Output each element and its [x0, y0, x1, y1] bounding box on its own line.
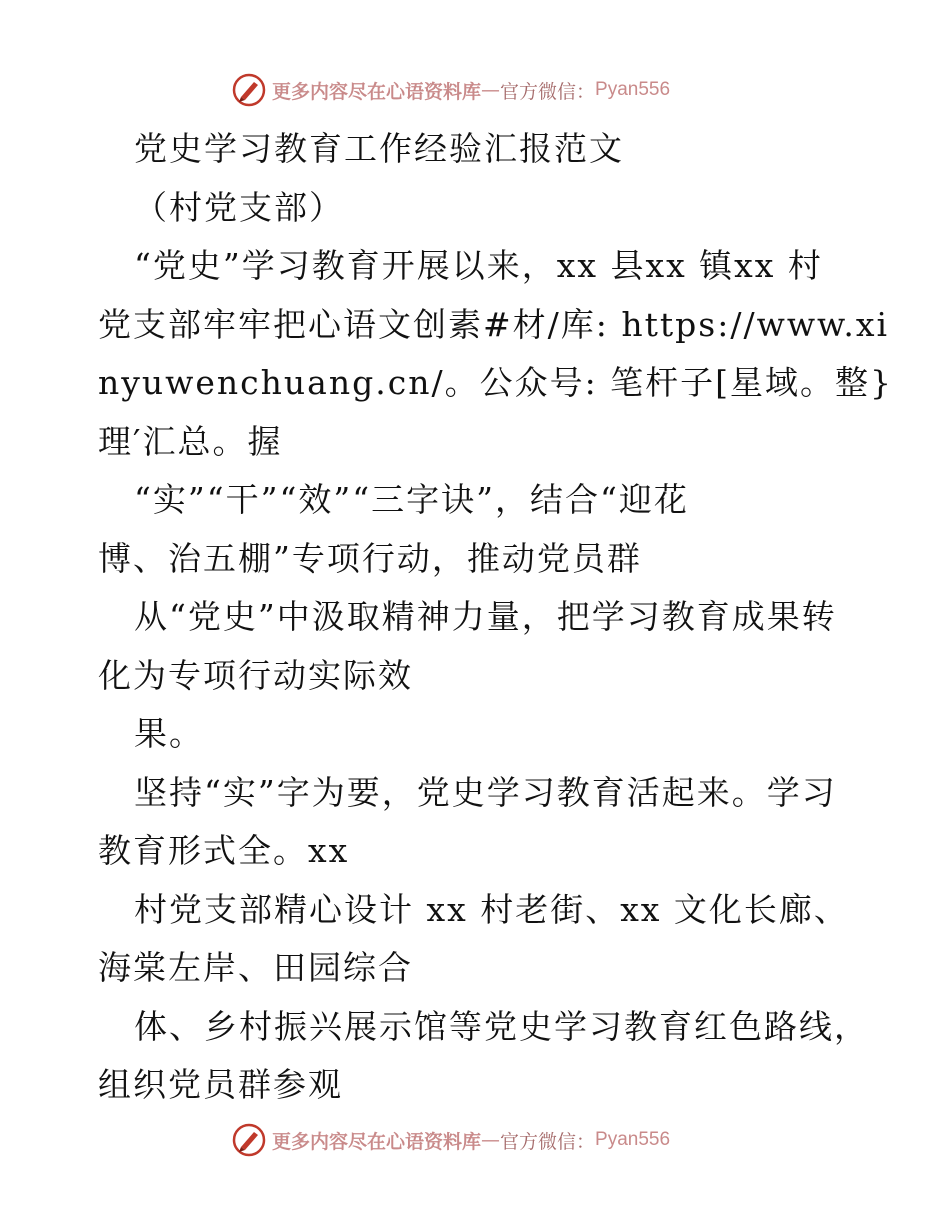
- text-line: “党史”学习教育开展以来，xx 县xx 镇xx 村: [134, 246, 823, 285]
- watermark-wechat-id: Pyan556: [595, 1129, 671, 1150]
- text-line: 坚持“实”字为要，党史学习教育活起来。学习: [134, 772, 837, 812]
- watermark-separator: —: [481, 79, 501, 101]
- pen-logo-icon: [232, 1123, 266, 1157]
- text-line: 村党支部精心设计 xx 村老街、xx 文化长廊、: [134, 889, 849, 929]
- text-line: 教育形式全。xx: [98, 831, 350, 870]
- watermark-wechat-id: Pyan556: [595, 79, 671, 100]
- text-line: 组织党员群参观: [98, 1065, 343, 1104]
- text-line: 化为专项行动实际效: [98, 655, 413, 695]
- document-body: [98, 120, 894, 1115]
- watermark-wechat-label: 官方微信：: [500, 1130, 596, 1153]
- text-line: 理′汇总。握: [98, 421, 283, 461]
- text-line: 体、乡村振兴展示馆等党史学习教育红色路线，: [134, 1006, 869, 1046]
- pen-logo-icon: [232, 73, 266, 107]
- header-watermark: [232, 72, 670, 108]
- watermark-separator: —: [481, 1129, 501, 1151]
- text-line: 从“党史”中汲取精神力量，把学习教育成果转: [134, 597, 837, 636]
- watermark-main-text: 更多内容尽在心语资料库: [272, 1130, 482, 1153]
- text-line: 党支部牢牢把心语文创素#材/库: https://www.xi: [98, 304, 890, 344]
- text-line: 博、治五棚”专项行动，推动党员群: [98, 538, 642, 578]
- watermark-wechat-label: 官方微信：: [500, 80, 596, 103]
- text-line: “实”“干”“效”“三字诀”，结合“迎花: [134, 480, 689, 519]
- document-title: 党史学习教育工作经验汇报范文: [134, 129, 624, 168]
- document-subtitle: （村党支部）: [134, 187, 344, 227]
- text-line: 海棠左岸、田园综合: [98, 948, 413, 987]
- text-line: 果。: [134, 714, 204, 753]
- footer-watermark: [232, 1122, 670, 1158]
- text-line: nyuwenchuang.cn/。公众号: 笔杆子[星域。整}: [98, 363, 894, 402]
- watermark-main-text: 更多内容尽在心语资料库: [272, 80, 482, 103]
